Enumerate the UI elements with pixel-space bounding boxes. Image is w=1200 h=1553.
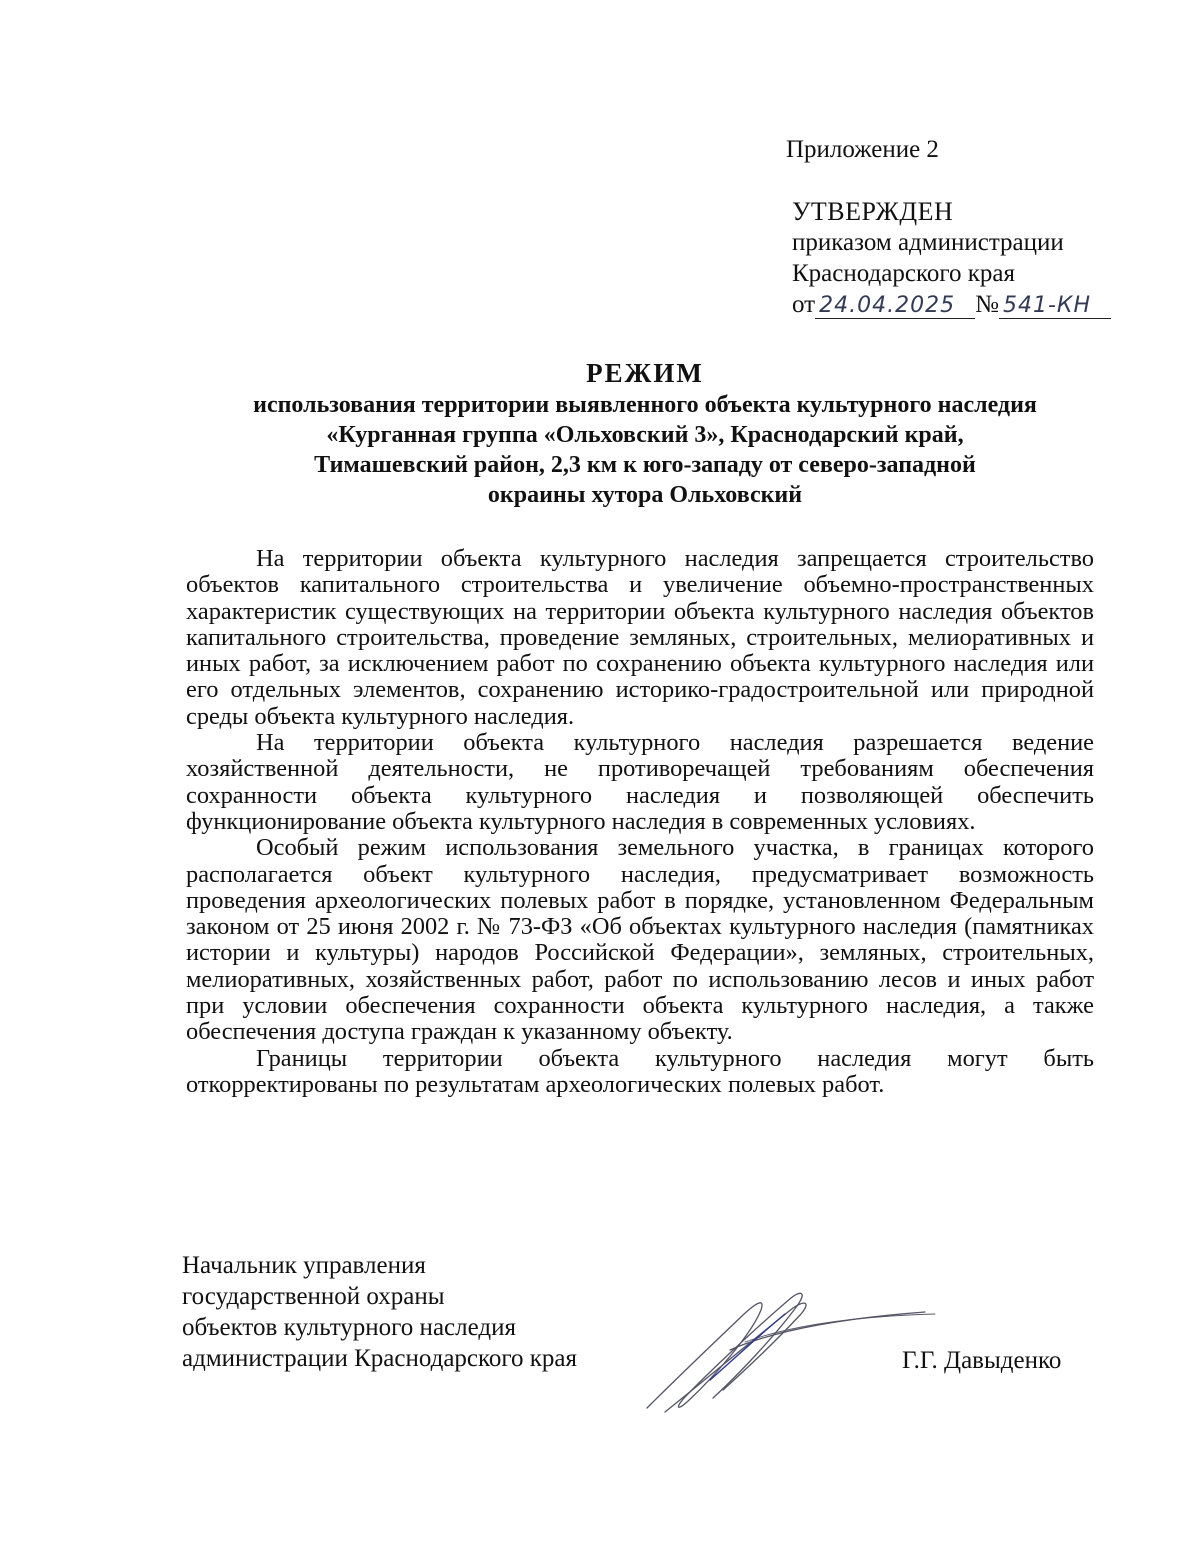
approved-heading: УТВЕРЖДЕН — [792, 197, 954, 226]
order-number-label: № — [975, 291, 999, 318]
title-sub-line-4: окраины хутора Ольховский — [487, 482, 803, 508]
signer-position-line-1: Начальник управления — [182, 1252, 426, 1279]
approval-block — [792, 196, 1111, 320]
title-main: РЕЖИМ — [586, 358, 704, 388]
order-number: 541-КН — [999, 294, 1111, 319]
order-from-label: от — [792, 291, 816, 318]
title-sub-line-2: «Курганная группа «Ольховский 3», Краснодарский край, — [326, 422, 964, 448]
approval-line-2: Краснодарского края — [792, 260, 1015, 287]
signer-position-line-4: администрации Краснодарского края — [182, 1345, 578, 1372]
body-paragraph-1: На территории объекта культурного наследия запрещается строительство объектов капитального строительства и увеличение объемно-пространственных характеристик существующих на территории объекта культурного наследия объектов капитального строительства, проведение земляных, строительных, мелиоративных и иных работ, за исключением работ по сохранению объекта культурного наследия или его отдельных элементов, сохранению историко-градостроительной или природной среды объекта культурного наследия. — [186, 545, 1094, 730]
signer-position — [182, 1250, 577, 1374]
body-paragraph-3: Особый режим использования земельного участка, в границах которого располагается объект культурного наследия, предусматривает возможность проведения археологических полевых работ в порядке, установленном Федеральным законом от 25 июня 2002 г. № 73-ФЗ «Об объектах культурного наследия (памятниках истории и культуры) народов Российской Федерации», земляных, строительных, мелиоративных, хозяйственных работ, работ по использованию лесов и иных работ при условии обеспечения сохранности объекта культурного наследия, а также обеспечения доступа граждан к указанному объекту. — [186, 834, 1094, 1046]
order-date: 24.04.2025 — [815, 294, 975, 319]
appendix-label: Приложение 2 — [786, 136, 939, 163]
body-paragraph-4: Границы территории объекта культурного наследия могут быть откорректированы по результатам археологических полевых работ. — [186, 1044, 1094, 1098]
document-title — [150, 356, 1140, 510]
order-reference — [792, 289, 1111, 320]
title-sub-line-1: использования территории выявленного объекта культурного наследия — [253, 392, 1037, 418]
title-sub-line-3: Тимашевский район, 2,3 км к юго-западу от северо-западной — [314, 452, 976, 478]
document-body — [186, 546, 1094, 1098]
signer-name: Г.Г. Давыденко — [902, 1347, 1062, 1374]
approval-line-1: приказом администрации — [792, 229, 1064, 256]
handwritten-signature — [625, 1280, 945, 1420]
body-paragraph-2: На территории объекта культурного наследия разрешается ведение хозяйственной деятельности, не противоречащей требованиям обеспечения сохранности объекта культурного наследия и позволяющей обеспечить функционирование объекта культурного наследия в современных условиях. — [186, 729, 1094, 835]
signer-position-line-2: государственной охраны — [182, 1283, 445, 1310]
signer-position-line-3: объектов культурного наследия — [182, 1314, 516, 1341]
